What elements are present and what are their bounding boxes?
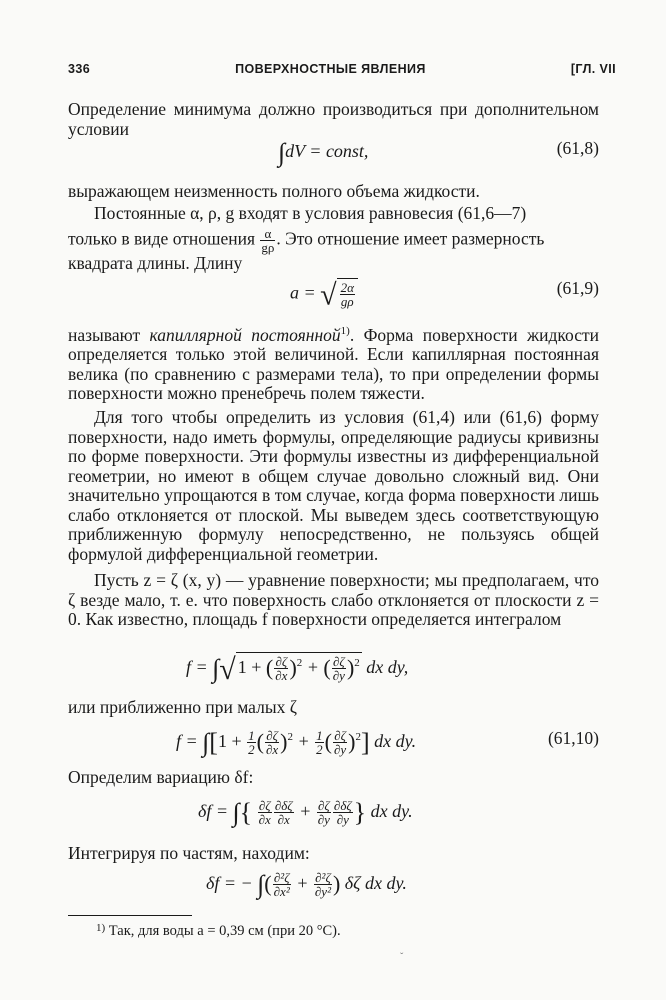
paragraph-6: Пусть z = ζ (x, y) — уравнение поверхности; мы предполагаем, что ζ везде мало, т. е. что поверхность слабо отклоняется от плоскости z = 0. Как известно, площадь f поверхности определяется интегралом (68, 570, 599, 629)
running-title: ПОВЕРХНОСТНЫЕ ЯВЛЕНИЯ (235, 62, 426, 76)
integral-sign: ∫ (278, 138, 286, 167)
paragraph-4: называют капиллярной постоянной$^{1)}$. Форма поверхности жидкости определяется только этой величиной. Если капиллярная постоянная велика (по сравнению с размерами тела), то при определении формы поверхности можно пренебречь полем тяжести. (68, 324, 599, 404)
equation-variation: δf = ∫{ $\frac{\partial\zeta}{\partial x}$ $\frac{\partial\delta\zeta}{\partial x}$ + $\frac{\partial\zeta}{\partial y}$ $\frac{\partial\delta\zeta}{\partial y}$ } dx dy. (198, 798, 413, 828)
paragraph-2: выражающем неизменность полного объема жидкости. (68, 181, 480, 201)
printer-mark: ˇ (400, 952, 404, 963)
chapter-label: [ГЛ. VII (570, 62, 616, 76)
footnote: $^{1)}$ Так, для воды a = 0,39 см (при 20 °C). (96, 922, 341, 939)
equation-by-parts: δf = − ∫( $\frac{\text{∂²ζ}}{\text{∂x²}}$ + $\frac{\text{∂²ζ}}{\text{∂y²}}$ ) δζ dx dy. (206, 870, 407, 900)
footnote-ref: 1) (340, 325, 350, 337)
running-header (68, 62, 616, 76)
paragraph-8: Определим вариацию δf: (68, 767, 254, 787)
eq-number-61-10: (61,10) (547, 728, 599, 748)
sqrt-sign: √ (320, 278, 337, 312)
eq-number-61-8: (61,8) (556, 138, 599, 158)
eq-number-61-9: (61,9) (556, 278, 599, 298)
paragraph-3: Постоянные α, ρ, g входят в условия равновесия (61,6—7) только в виде отношения $\frac{\alpha}{g\rho}$ . Это отношение имеет размерность квадрата длины. Длину (68, 203, 545, 273)
term-capillary-constant: капиллярной постоянной (149, 324, 341, 345)
alpha-over-g-rho-fraction: $\frac{\alpha}{g\rho}$ (261, 225, 275, 255)
paragraph-9: Интегрируя по частям, находим: (68, 843, 310, 863)
paragraph-7: или приближенно при малых ζ (68, 697, 297, 717)
eq-61-8-expr: dV = const, (285, 141, 369, 161)
page-number: 336 (68, 62, 91, 76)
equation-area-integral: f = ∫√ 1 + ( $\frac{\partial\zeta}{\partial x}$ )$^2$ + ( $\frac{\partial\zeta}{\partial y}$ )$^2$ dx dy, (186, 653, 409, 686)
paragraph-1: Определение минимума должно производиться при дополнительном условии (68, 99, 599, 139)
equation-61-9: a = √ $\frac{2\alpha}{g\rho}$ (61,9) (290, 278, 599, 312)
equation-61-8 (68, 138, 599, 168)
equation-61-10: f = ∫[1 + $\frac{1}{2}$ ( $\frac{\partial\zeta}{\partial x}$ )$^2$ + $\frac{1}{2}$ ( $\frac{\partial\zeta}{\partial y}$ )$^2$] dx dy. (61,10) (176, 728, 599, 758)
footnote-rule (68, 915, 192, 916)
paragraph-5: Для того чтобы определить из условия (61,4) или (61,6) форму поверхности, надо иметь формулы, определяющие радиусы кривизны по форме поверхности. Эти формулы известны из дифференциальной геометрии, но имеют в общем случае довольно сложный вид. Они значительно упрощаются в том случае, когда форма поверхности лишь слабо отклоняется от плоской. Мы выведем здесь соответствующую приближенную формулу непосредственно, не пользуясь общей формулой дифференциальной геометрии. (68, 407, 599, 564)
